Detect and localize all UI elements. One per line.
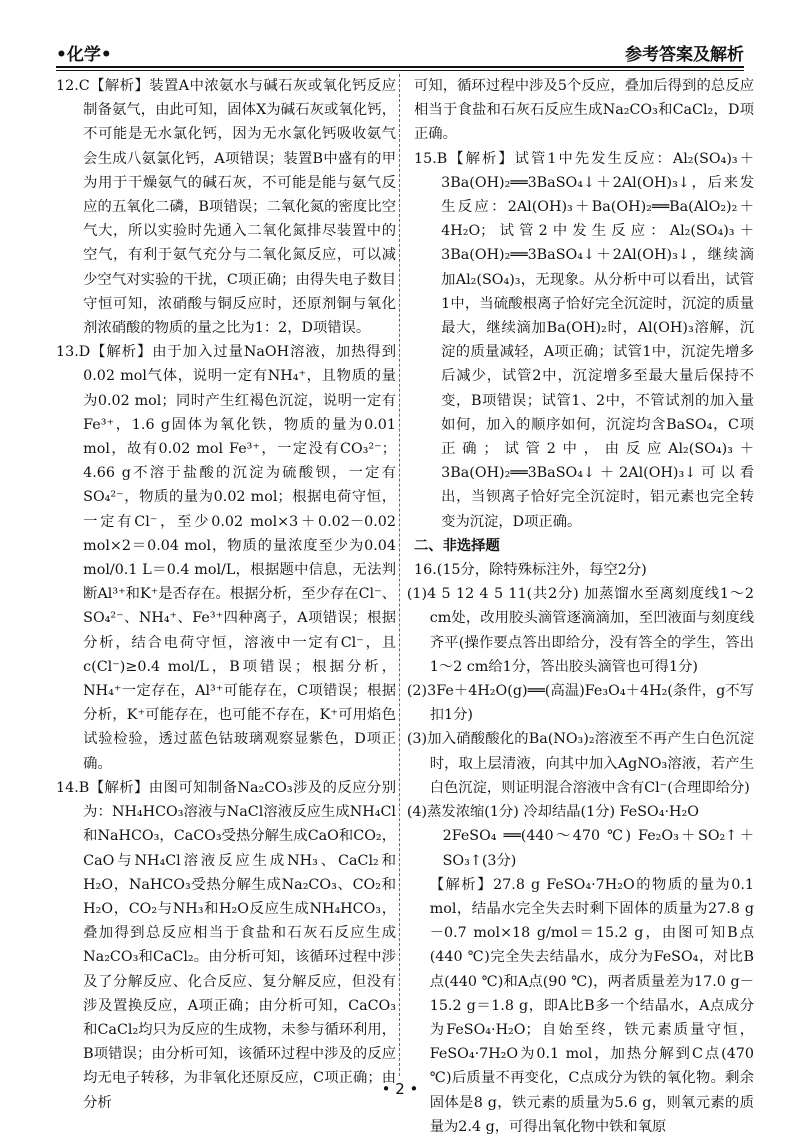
answer-16-analysis: 【解析】27.8 g FeSO₄·7H₂O的物质的量为0.1 mol，结晶水完全失去时剩下固体的质量为27.8 g－0.7 mol×18 g/mol＝15.2 g，由图可知B点(440 ℃)完全失去结晶水，成分为FeSO₄，对比B点(440 ℃)和A点(90 ℃)，两者质量差为17.0 g－15.2 g＝1.8 g，即A比B多一个结晶水，A点成分为FeSO₄·H₂O；自始至终，铁元素质量守恒，FeSO₄·7H₂O为0.1 mol，加热分解到C点(470 ℃)后质量不再变化，C点成分为铁的氧化物。剩余固体是8 g，铁元素的质量为5.6 g，则氧元素的质量为2.4 g，可得出氧化物中铁和氧原 [429, 876, 754, 1135]
header-rule-thick [56, 66, 744, 68]
header-rule-thin [56, 70, 744, 71]
answer-14: 14.B【解析】由图可知制备Na₂CO₃涉及的反应分别为：NH₄HCO₃溶液与NaCl溶液反应生成NH₄Cl和NaHCO₃，CaCO₃受热分解生成CaO和CO₂，CaO与NH₄Cl溶液反应生成NH₃、CaCl₂和H₂O，NaHCO₃受热分解生成Na₂CO₃、CO₂和H₂O，CO₂与NH₃和H₂O反应生成NH₄HCO₃，叠加得到总反应相当于食盐和石灰石反应生成Na₂CO₃和CaCl₂。由分析可知，该循环过程中涉及了分解反应、化合反应、复分解反应，但没有涉及置换反应，A项正确；由分析可知，CaCO₃和CaCl₂均只为反应的生成物，未参与循环利用，B项错误；由分析可知，该循环过程中涉及的反应均无电子转移，为非氧化还原反应，C项正确；由分析 [56, 779, 396, 1111]
question-16-header: 16.(15分，除特殊标注外，每空2分) [414, 562, 647, 579]
answer-16-part4: (4)蒸发浓缩(1分) 冷却结晶(1分) FeSO₄·H₂O [406, 804, 699, 821]
answer-16-part3: (3)加入硝酸酸化的Ba(NO₃)₂溶液至不再产生白色沉淀时，取上层清液，向其中加入AgNO₃溶液，若产生白色沉淀，则证明混合溶液中含有Cl⁻(合理即给分) [406, 731, 754, 796]
answer-15: 15.B【解析】试管1中先发生反应：Al₂(SO₄)₃＋3Ba(OH)₂══3BaSO₄↓＋2Al(OH)₃↓，后来发生反应：2Al(OH)₃＋Ba(OH)₂══Ba(AlO₂)₂＋4H₂O；试管2中发生反应：Al₂(SO₄)₃＋3Ba(OH)₂══3BaSO₄↓＋2Al(OH)₃↓，继续滴加Al₂(SO₄)₃，无现象。从分析中可以看出，试管1中，当硫酸根离子恰好完全沉淀时，沉淀的质量最大，继续滴加Ba(OH)₂时，Al(OH)₃溶解，沉淀的质量减轻，A项正确；试管1中，沉淀先增多后减少，试管2中，沉淀增多至最大量后保持不变，B项错误；试管1、2中，不管试剂的加入量如何，加入的顺序如何，沉淀均含BaSO₄，C项正确；试管2中，由反应Al₂(SO₄)₃＋3Ba(OH)₂══3BaSO₄↓＋2Al(OH)₃↓可以看出，当钡离子恰好完全沉淀时，铝元素也完全转变为沉淀，D项正确。 [414, 150, 754, 530]
answer-13: 13.D【解析】由于加入过量NaOH溶液，加热得到0.02 mol气体，说明一定有NH₄⁺，且物质的量为0.02 mol；同时产生红褐色沉淀，说明一定有Fe³⁺，1.6 g固体为氧化铁，物质的量为0.01 mol，故有0.02 mol Fe³⁺，一定没有CO₃²⁻；4.66 g不溶于盐酸的沉淀为硫酸钡，一定有SO₄²⁻，物质的量为0.02 mol；根据电荷守恒，一定有Cl⁻，至少0.02 mol×3＋0.02－0.02 mol×2＝0.04 mol，物质的量浓度至少为0.04 mol/0.1 L＝0.4 mol/L，根据题中信息，无法判断Al³⁺和K⁺是否存在。根据分析，至少存在Cl⁻、SO₄²⁻、NH₄⁺、Fe³⁺四种离子，A项错误；根据分析，结合电荷守恒，溶液中一定有Cl⁻，且c(Cl⁻)≥0.4 mol/L，B项错误；根据分析，NH₄⁺一定存在，Al³⁺可能存在，C项错误；根据分析，K⁺可能存在，也可能不存在，K⁺可用焰色试验检验，透过蓝色钴玻璃观察显紫色，D项正确。 [56, 344, 396, 772]
header-title: 参考答案及解析 [625, 45, 744, 65]
section-heading: 二、非选择题 [414, 537, 500, 554]
answer-16-equation: 2FeSO₄ ══(440～470 ℃) Fe₂O₃＋SO₂↑＋SO₃↑(3分) [442, 828, 754, 869]
answer-16-part1: (1)4 5 12 4 5 11(共2分) 加蒸馏水至离刻度线1～2 cm处，改用胶头滴管逐滴滴加，至凹液面与刻度线齐平(操作要点答出即给分，没有答全的学生，答出1～2 cm给1分，答出胶头滴管也可得1分) [406, 586, 754, 675]
subject-label: •化学• [56, 45, 112, 65]
answer-14-continued: 可知，循环过程中涉及5个反应，叠加后得到的总反应相当于食盐和石灰石反应生成Na₂CO₃和CaCl₂，D项正确。 [414, 78, 754, 143]
right-column [406, 74, 754, 1139]
left-column [56, 74, 396, 1115]
page-header [56, 40, 744, 66]
answer-12: 12.C【解析】装置A中浓氨水与碱石灰或氧化钙反应制备氨气，由此可知，固体X为碱石灰或氧化钙，不可能是无水氯化钙，因为无水氯化钙吸收氨气会生成八氨氯化钙，A项错误；装置B中盛有的甲为用于干燥氨气的碱石灰，不可能是能与氨气反应的五氧化二磷，B项错误；二氧化氮的密度比空气大，所以实验时先通入二氧化氮排尽装置中的空气，有利于氨气充分与二氧化氮反应，可以减少空气对实验的干扰，C项正确；由得失电子数目守恒可知，浓硝酸与铜反应时，还原剂铜与氧化剂浓硝酸的物质的量之比为1：2，D项错误。 [56, 78, 396, 337]
column-divider [399, 74, 400, 1076]
answer-16-part2: (2)3Fe＋4H₂O(g)══(高温)Fe₃O₄＋4H₂(条件，g不写扣1分) [406, 683, 754, 724]
page-number: • 2 • [381, 1080, 419, 1098]
